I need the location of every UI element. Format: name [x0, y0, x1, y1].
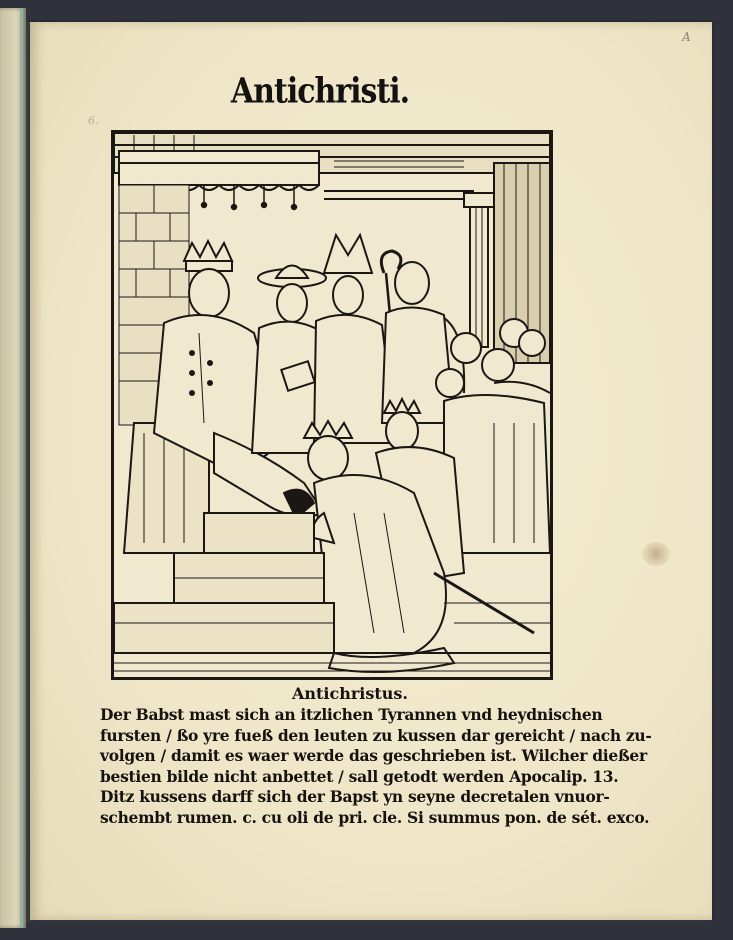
facing-page-edge [0, 8, 26, 928]
woodcut-illustration [111, 130, 553, 680]
caption-block [100, 684, 652, 828]
scanner-frame-right [711, 0, 733, 940]
book-edge-stripe [20, 8, 23, 928]
paper-stain [642, 542, 670, 566]
caption-line-3: volgen / damit es waer werde das geschrieben ist. Wilcher dießer [100, 746, 647, 765]
caption-line-2: fursten / ßo yre fueß den leuten zu kussen dar gereicht / nach zu- [100, 725, 652, 745]
scanner-frame-bottom [0, 922, 733, 940]
folio-mark: A [682, 30, 691, 44]
book-page [30, 22, 712, 920]
caption-line-1: Der Babst mast sich an itzlichen Tyrannen vnd heydnischen [100, 705, 603, 724]
scanner-frame-top [0, 0, 733, 22]
caption-line-4: bestien bilde nicht anbettet / sall getodt werden Apocalip. 13. [100, 766, 619, 786]
running-title: Antichristi. [230, 71, 410, 112]
woodcut-drawing [114, 133, 550, 677]
canopy [119, 151, 319, 190]
caption-line-6: schembt rumen. c. cu oli de pri. cle. Si summus pon. de sét. exco. [100, 807, 650, 827]
caption-line-5: Ditz kussens darff sich der Bapst yn seyne decretalen vnuor- [100, 787, 610, 806]
caption-heading: Antichristus. [291, 684, 408, 703]
pencil-mark: 6. [88, 114, 99, 127]
